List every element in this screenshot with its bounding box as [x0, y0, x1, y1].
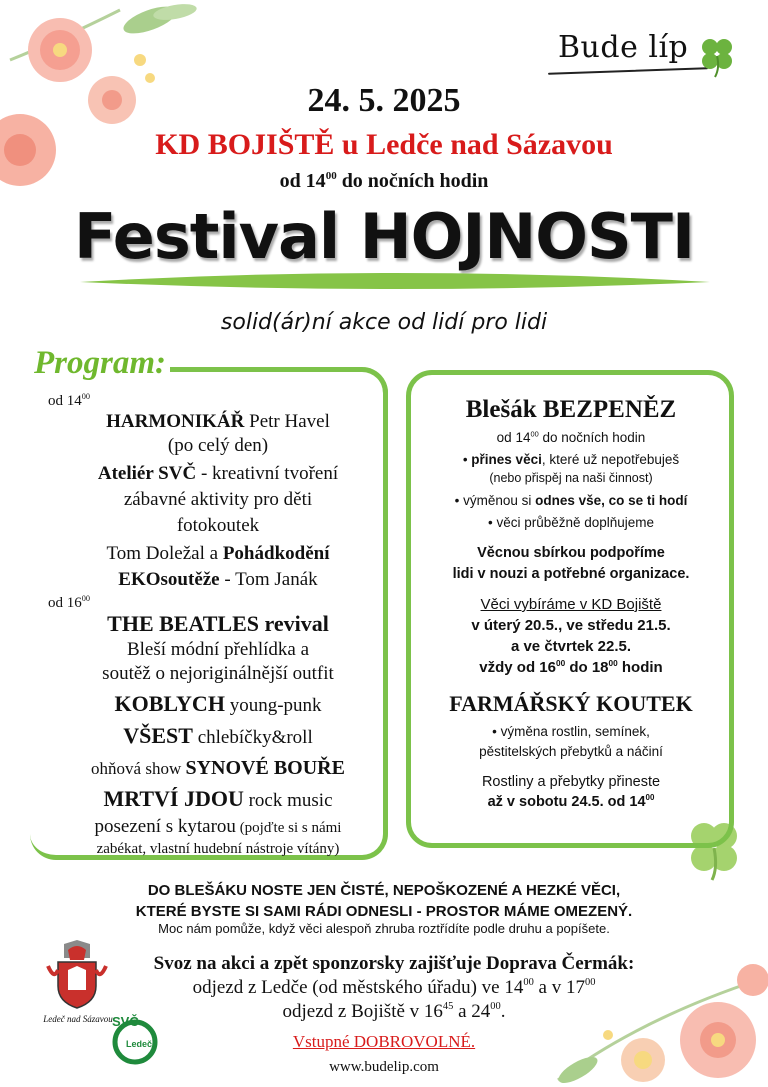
program-item: Bleší módní přehlídka a [126, 639, 310, 660]
collect-days: v úterý 20.5., ve středu 21.5. [471, 617, 671, 634]
notice-line: KTERÉ BYSTE SI SAMI RÁDI ODNESLI - PROSTOR MÁME OMEZENÝ. [135, 903, 633, 920]
event-time: od $14^{00}$ do nočních hodin [279, 169, 489, 192]
brand-underline [548, 67, 708, 75]
svg-text:Ledeč: Ledeč [126, 1039, 153, 1049]
flea-notice [0, 880, 768, 922]
brand-name: Bude líp [558, 30, 689, 65]
entry-fee: Vstupné DOBROVOLNÉ. [292, 1032, 476, 1051]
program-item: zábavné aktivity pro děti [123, 489, 313, 510]
program-box-top-border [170, 367, 388, 393]
title-swoosh [80, 268, 710, 298]
flea-title: Blešák BEZPENĚZ [465, 396, 677, 423]
program-item-note: (po celý den) [167, 435, 269, 456]
collect-title: Věci vybíráme v KD Bojiště [480, 596, 662, 613]
notice-subtext: Moc nám pomůže, když věci alespoň zhruba roztřídíte podle druhu a popíšete. [158, 921, 610, 936]
transport-line: odjezd z Ledče (od městského úřadu) ve $14^{00}$ a v $17^{00}$ [192, 977, 596, 998]
program-item: soutěž o nejoriginálnější outfit [102, 663, 334, 684]
program-item: posezení s kytarou (pojďte si s námi [94, 816, 342, 837]
program-time-14: od $14^{00}$ [48, 391, 90, 409]
program-item: Ateliér SVČ - kreativní tvoření [97, 463, 339, 484]
program-time-16: od $16^{00}$ [48, 593, 90, 611]
farm-bullet: • výměna rostlin, semínek, [492, 724, 650, 739]
plants-date: až v sobotu 24.5. od $14^{00}$ [487, 793, 655, 810]
program-item: MRTVÍ JDOU rock music [103, 786, 333, 811]
program-item-note: zabékat, vlastní hudební nástroje vítány) [96, 841, 340, 857]
flea-market-info [418, 396, 724, 813]
program-item: Tom Doležal a Pohádkodění [106, 543, 330, 564]
program-item: fotokoutek [176, 515, 260, 536]
program-item: HARMONIKÁŘ Petr Havel [106, 411, 330, 432]
transport-line: odjezd z Bojiště v $16^{45}$ a $24^{00}$. [282, 1001, 506, 1022]
program-heading: Program: [34, 345, 166, 381]
flea-bullet-note: (nebo přispěj na naši činnost) [489, 471, 653, 485]
flea-support: lidi v nouzi a potřebné organizace. [452, 566, 690, 582]
collect-days: a ve čtvrtek 22.5. [510, 638, 632, 655]
transport-title: Svoz na akci a zpět sponzorsky zajišťuje Doprava Čermák: [153, 953, 635, 974]
program-item: ohňová show SYNOVÉ BOUŘE [91, 757, 345, 779]
program-item: THE BEATLES revival [107, 611, 329, 636]
collect-hours: vždy od $16^{00}$ do $18^{00}$ hodin [479, 658, 663, 676]
transport-info [100, 952, 688, 1024]
clover-icon [698, 36, 736, 78]
flea-bullet: • přines věci, které už nepotřebuješ [462, 452, 680, 467]
flea-support: Věcnou sbírkou podpoříme [477, 545, 665, 561]
notice-line: DO BLEŠÁKU NOSTE JEN ČISTÉ, NEPOŠKOZENÉ A HEZKÉ VĚCI, [147, 882, 621, 899]
festival-title: Festival HOJNOSTI [73, 200, 695, 273]
event-venue: KD BOJIŠTĚ u Ledče nad Sázavou [155, 128, 613, 161]
program-item: EKOsoutěže - Tom Janák [118, 569, 318, 590]
flea-bullet: • věci průběžně doplňujeme [487, 515, 655, 530]
svg-text:SVČ: SVČ [112, 1014, 139, 1029]
crest-label: Ledeč nad Sázavou [43, 1014, 113, 1024]
flea-time: od $14^{00}$ do nočních hodin [496, 429, 646, 445]
festival-subtitle: solid(ár)ní akce od lidí pro lidi [220, 310, 548, 335]
event-date: 24. 5. 2025 [307, 82, 461, 119]
brand-logo [548, 30, 748, 80]
website-link[interactable]: www.budelip.com [329, 1059, 439, 1075]
farm-bullet: pěstitelských přebytků a náčiní [479, 744, 663, 759]
flea-bullet: • výměnou si odnes vše, co se ti hodí [454, 493, 688, 508]
program-item: VŠEST chlebíčky&roll [123, 723, 313, 748]
program-item: KOBLYCH young-punk [114, 691, 322, 716]
program-list [48, 392, 388, 858]
plants-note: Rostliny a přebytky přineste [481, 774, 661, 790]
farm-title: FARMÁŘSKÝ KOUTEK [449, 691, 693, 716]
